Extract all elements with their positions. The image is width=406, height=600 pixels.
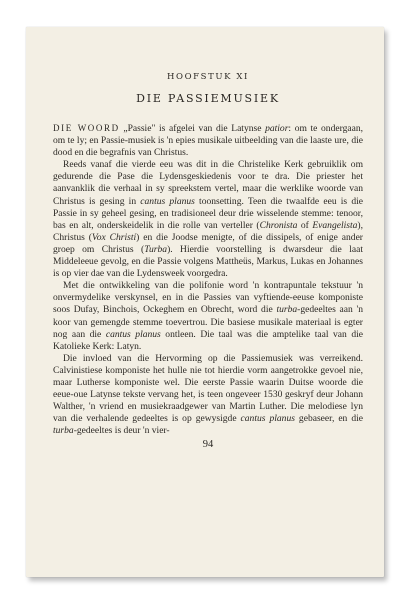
text-run: „Passie" is afgelei van die Latynse xyxy=(119,123,266,134)
small-caps-run: DIE WOORD xyxy=(53,123,120,133)
page-title: DIE PASSIEMUSIEK xyxy=(136,92,280,105)
italic-run: Evangelista xyxy=(312,219,358,231)
text-run: Die invloed van die Hervorming op die Passiemusiek was verreikend. Calvinistiese komponiste het hulle nie tot hierdie vorm aangetrokke gevoel nie, maar Lutherse komponiste wel. Die eerste Passie waarin Duitse woorde die eeue-oue Latynse tekste vervang het, is teen ongeveer 1530 geskryf deur Johann Walther, 'n vriend en musiekraadgewer van Martin Luther. Die melodiese lyn van die verhalende gedeeltes is op gewysigde xyxy=(53,352,363,425)
paragraph-1 xyxy=(53,122,363,159)
text-run: ), Christus ( xyxy=(53,219,363,243)
italic-run: turba xyxy=(276,304,298,316)
italic-run: cantus planus xyxy=(140,195,195,207)
text-run: -gedeeltes aan 'n koor van gemengde stemme toevertrou. Die basiese musikale materiaal is egter nog aan die xyxy=(53,304,364,340)
text-run: Reeds vanaf die vierde eeu was dit in die Christelike Kerk gebruiklik om gedurende die Pase die Lydensgeskiedenis voor te dra. Die priester het aanvanklik die verhaal in sy spreekstem vertel, maar die werklike woorde van Christus is gesing in xyxy=(53,159,363,207)
italic-run: Turba xyxy=(144,243,168,255)
page-content xyxy=(53,72,363,450)
text-run: : om te ondergaan, om te ly; en Passie-musiek is 'n epies musikale uitbeelding van die laaste ure, die dood en die begrafnis van Christus. xyxy=(53,123,363,159)
paragraph-4 xyxy=(53,353,363,438)
page-number: 94 xyxy=(202,439,214,451)
italic-run: turba xyxy=(53,425,74,437)
text-run: gebaseer, en die xyxy=(294,413,363,425)
italic-run: patior xyxy=(265,123,289,134)
book-page xyxy=(26,27,384,577)
italic-run: Vox Christi xyxy=(91,231,137,243)
text-run: toonsetting. Teen die twaalfde eeu is die Passie in sy geheel gesing, en tradisioneel deur drie wisselende stemme: tenoor, bas en alt, onderskeidelik in die rolle van verteller ( xyxy=(53,195,363,231)
body-text xyxy=(53,122,363,437)
text-run: of xyxy=(297,219,313,231)
text-run: ). Hierdie voorstelling is dwarsdeur die laat Middeleeue gevolg, en die Passie volgens Mattheüs, Markus, Lukas en Johannes is op vier dae van die Lydensweek voorgedra. xyxy=(53,243,363,280)
text-run: -gedeeltes is deur 'n vier- xyxy=(73,425,170,437)
italic-run: Chronista xyxy=(259,219,298,231)
text-run: Met die ontwikkeling van die polifonie word 'n kontrapuntale tekstuur 'n onvermydelike verskynsel, en in die Passies van vyftiende-eeuse komponiste soos Dufay, Binchois, Ockeghem en Obrecht, word die xyxy=(53,280,363,316)
chapter-heading: HOOFSTUK XI xyxy=(167,72,249,82)
italic-run: cantus planus xyxy=(105,328,161,340)
paragraph-2 xyxy=(53,159,363,280)
text-run: ontleen. Die taal was die amptelike taal van die Katolieke Kerk: Latyn. xyxy=(53,328,363,352)
paragraph-3 xyxy=(53,280,363,353)
italic-run: cantus planus xyxy=(240,413,295,425)
text-run: ) en die Joodse menigte, of die dissipels, of enige ander groep om Christus ( xyxy=(53,231,363,255)
